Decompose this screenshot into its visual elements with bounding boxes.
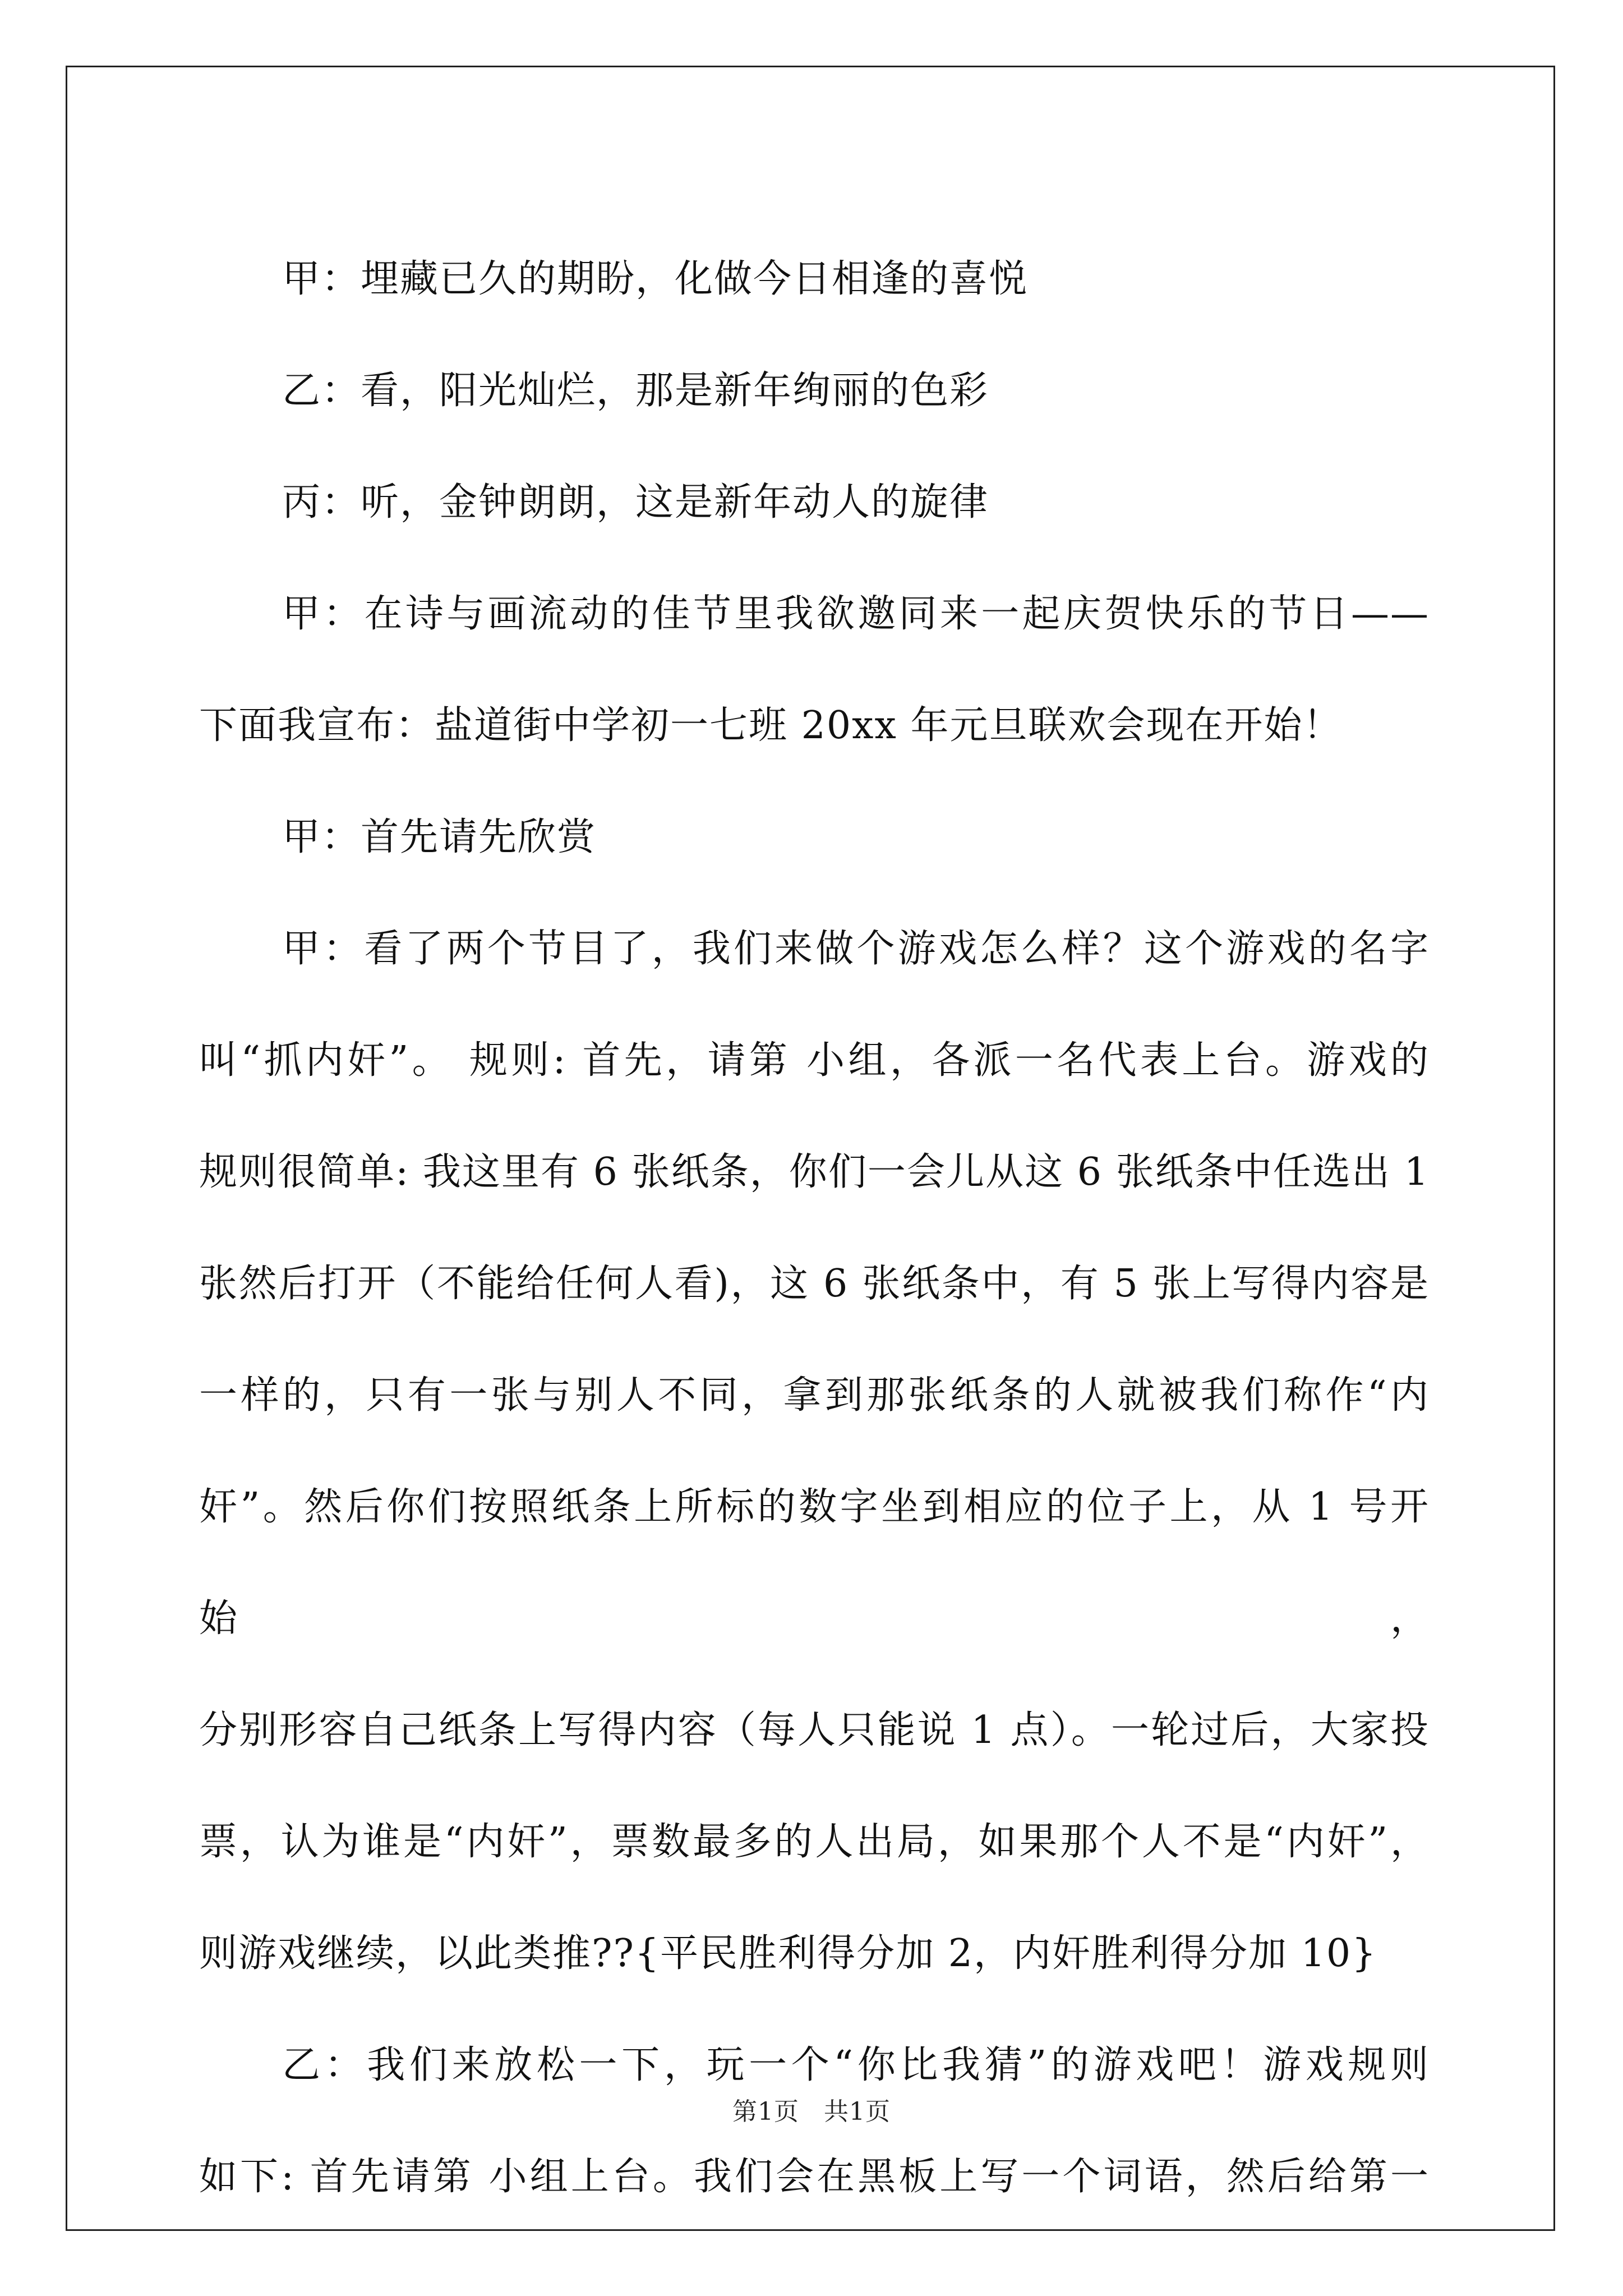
paragraph [199, 335, 1430, 447]
text-line: 丙：听，金钟朗朗，这是新年动人的旋律 [282, 480, 989, 524]
text-line: 叫“抓内奸”。 规则: 首先，请第 小组，各派一名代表上台。游戏的 [199, 1038, 1430, 1083]
text-line: 奸”。然后你们按照纸条上所标的数字坐到相应的位子上，从 1 号开始， [199, 1485, 1430, 1641]
text-line: 张然后打开（不能给任何人看)，这 6 张纸条中，有 5 张上写得内容是 [199, 1262, 1430, 1306]
text-line: 如下: 首先请第 小组上台。我们会在黑板上写一个词语，然后给第一 [199, 2155, 1430, 2199]
document-body [199, 223, 1430, 2233]
page-total: 共1页 [824, 2097, 891, 2126]
text-line: 甲：埋藏已久的期盼，化做今日相逢的喜悦 [282, 257, 1029, 301]
text-line: 乙：看，阳光灿烂，那是新年绚丽的色彩 [282, 369, 989, 413]
text-line: 下面我宣布：盐道街中学初一七班 20xx 年元旦联欢会现在开始！ [199, 703, 1343, 748]
paragraph [199, 781, 1430, 893]
text-line: 一样的，只有一张与别人不同，拿到那张纸条的人就被我们称作“内 [199, 1373, 1430, 1418]
text-line: 分别形容自己纸条上写得内容（每人只能说 1 点）。一轮过后，大家投 [199, 1708, 1430, 1752]
text-line: 乙：我们来放松一下，玩一个“你比我猜”的游戏吧！游戏规则 [282, 2043, 1430, 2087]
paragraph [199, 223, 1430, 335]
text-line: 规则很简单: 我这里有 6 张纸条，你们一会儿从这 6 张纸条中任选出 1 [199, 1150, 1430, 1194]
page-number: 第1页 [732, 2097, 799, 2126]
text-line: 甲：首先请先欣赏 [282, 815, 597, 859]
paragraph [199, 447, 1430, 558]
text-line: 甲：看了两个节目了，我们来做个游戏怎么样？这个游戏的名字 [282, 927, 1430, 971]
text-line: 甲：在诗与画流动的佳节里我欲邀同来一起庆贺快乐的节日—— [282, 592, 1430, 636]
paragraph [199, 893, 1430, 2009]
page-footer [0, 2095, 1623, 2129]
paragraph [199, 558, 1430, 781]
text-line: 票，认为谁是“内奸”，票数最多的人出局，如果那个人不是“内奸”， [199, 1820, 1430, 1864]
text-line: 则游戏继续，以此类推??{平民胜利得分加 2，内奸胜利得分加 10} [199, 1931, 1377, 1976]
